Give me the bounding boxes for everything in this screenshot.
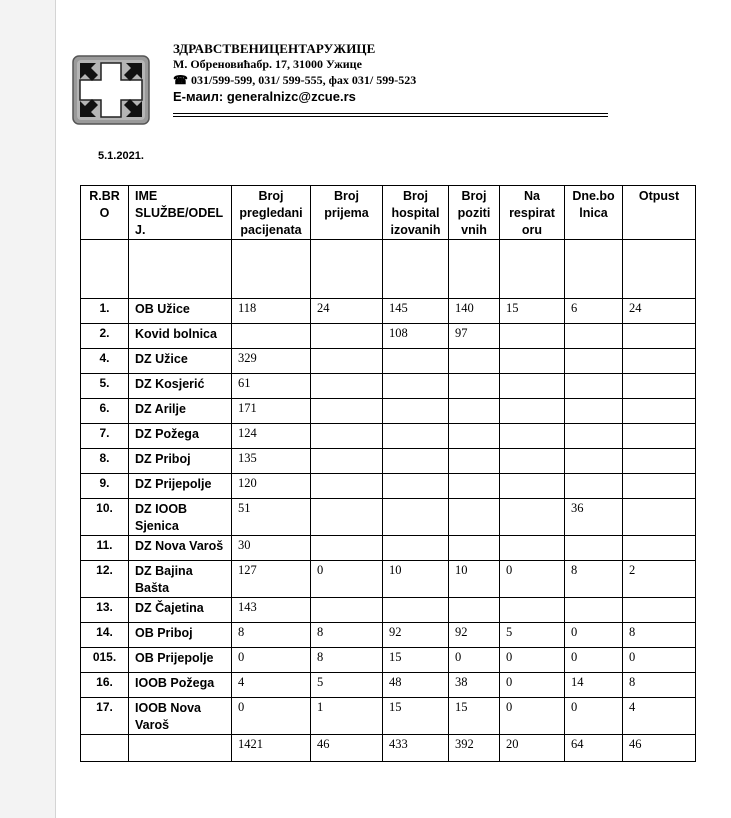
value-cell — [565, 349, 623, 374]
org-address: М. Обреновићабр. 17, 31000 Ужице — [173, 57, 362, 71]
row-number-cell: 8. — [81, 449, 129, 474]
value-cell: 0 — [500, 648, 565, 673]
value-cell: 120 — [232, 474, 311, 499]
table-row — [81, 424, 696, 449]
value-cell — [565, 474, 623, 499]
value-cell: 36 — [565, 499, 623, 536]
value-cell: 145 — [383, 299, 449, 324]
value-cell — [232, 324, 311, 349]
value-cell: 51 — [232, 499, 311, 536]
value-cell: 0 — [232, 648, 311, 673]
value-cell: 108 — [383, 324, 449, 349]
total-cell: 20 — [500, 735, 565, 762]
value-cell — [383, 424, 449, 449]
value-cell — [500, 424, 565, 449]
value-cell — [449, 449, 500, 474]
report-date: 5.1.2021. — [98, 150, 144, 162]
value-cell — [449, 374, 500, 399]
value-cell — [449, 598, 500, 623]
department-cell: OB Prijepolje — [129, 648, 232, 673]
value-cell — [565, 374, 623, 399]
value-cell — [449, 424, 500, 449]
value-cell — [383, 598, 449, 623]
table-row — [81, 449, 696, 474]
value-cell: 8 — [311, 648, 383, 673]
health-center-cross-logo — [72, 55, 150, 125]
value-cell: 5 — [311, 673, 383, 698]
value-cell — [500, 499, 565, 536]
value-cell: 30 — [232, 536, 311, 561]
table-header-row — [81, 186, 696, 240]
value-cell — [383, 374, 449, 399]
value-cell: 15 — [449, 698, 500, 735]
value-cell: 92 — [383, 623, 449, 648]
department-cell: DZ IOOB Sjenica — [129, 499, 232, 536]
col-header: Na respirat oru — [500, 186, 565, 240]
value-cell: 8 — [565, 561, 623, 598]
total-cell — [129, 735, 232, 762]
value-cell — [500, 598, 565, 623]
value-cell: 124 — [232, 424, 311, 449]
col-header: Broj hospital izovanih — [383, 186, 449, 240]
table-row — [81, 399, 696, 424]
value-cell: 4 — [232, 673, 311, 698]
value-cell — [449, 349, 500, 374]
value-cell — [565, 449, 623, 474]
value-cell — [500, 324, 565, 349]
value-cell: 5 — [500, 623, 565, 648]
value-cell: 92 — [449, 623, 500, 648]
value-cell — [500, 399, 565, 424]
row-number-cell: 1. — [81, 299, 129, 324]
value-cell — [311, 349, 383, 374]
col-header: Broj poziti vnih — [449, 186, 500, 240]
table-row — [81, 698, 696, 735]
row-number-cell: 11. — [81, 536, 129, 561]
department-cell: Kovid bolnica — [129, 324, 232, 349]
value-cell — [565, 399, 623, 424]
department-cell: DZ Čajetina — [129, 598, 232, 623]
table-row — [81, 474, 696, 499]
value-cell: 8 — [311, 623, 383, 648]
value-cell — [623, 324, 696, 349]
row-number-cell: 17. — [81, 698, 129, 735]
row-number-cell: 12. — [81, 561, 129, 598]
value-cell — [449, 536, 500, 561]
value-cell: 140 — [449, 299, 500, 324]
value-cell — [311, 598, 383, 623]
value-cell: 8 — [623, 623, 696, 648]
col-header: Broj pregledani pacijenata — [232, 186, 311, 240]
row-number-cell: 7. — [81, 424, 129, 449]
value-cell — [383, 499, 449, 536]
value-cell — [311, 449, 383, 474]
row-number-cell: 5. — [81, 374, 129, 399]
table-row — [81, 673, 696, 698]
value-cell — [500, 474, 565, 499]
value-cell — [623, 349, 696, 374]
value-cell: 329 — [232, 349, 311, 374]
row-number-cell: 10. — [81, 499, 129, 536]
table-row — [81, 374, 696, 399]
table-row — [81, 299, 696, 324]
value-cell: 2 — [623, 561, 696, 598]
value-cell: 135 — [232, 449, 311, 474]
row-number-cell: 015. — [81, 648, 129, 673]
department-cell: DZ Bajina Bašta — [129, 561, 232, 598]
table-row — [81, 536, 696, 561]
value-cell — [383, 474, 449, 499]
value-cell: 4 — [623, 698, 696, 735]
value-cell: 10 — [449, 561, 500, 598]
total-cell: 64 — [565, 735, 623, 762]
department-cell: DZ Prijepolje — [129, 474, 232, 499]
value-cell: 0 — [565, 698, 623, 735]
department-cell: DZ Priboj — [129, 449, 232, 474]
total-cell: 46 — [311, 735, 383, 762]
total-cell: 1421 — [232, 735, 311, 762]
value-cell: 0 — [449, 648, 500, 673]
value-cell: 1 — [311, 698, 383, 735]
value-cell: 97 — [449, 324, 500, 349]
value-cell: 8 — [623, 673, 696, 698]
letterhead — [173, 40, 416, 106]
value-cell — [565, 598, 623, 623]
value-cell — [623, 424, 696, 449]
blank-row — [81, 240, 696, 299]
col-header: Dne.bo lnica — [565, 186, 623, 240]
header-divider-double — [173, 116, 608, 117]
department-cell: DZ Požega — [129, 424, 232, 449]
total-cell: 46 — [623, 735, 696, 762]
value-cell: 48 — [383, 673, 449, 698]
row-number-cell: 2. — [81, 324, 129, 349]
value-cell — [565, 536, 623, 561]
value-cell — [449, 499, 500, 536]
value-cell: 0 — [623, 648, 696, 673]
department-cell: OB Priboj — [129, 623, 232, 648]
value-cell: 10 — [383, 561, 449, 598]
col-header: R.BR O — [81, 186, 129, 240]
row-number-cell: 16. — [81, 673, 129, 698]
value-cell: 15 — [383, 648, 449, 673]
value-cell — [449, 474, 500, 499]
total-cell: 392 — [449, 735, 500, 762]
value-cell: 0 — [565, 648, 623, 673]
value-cell — [623, 399, 696, 424]
table-row — [81, 561, 696, 598]
value-cell: 6 — [565, 299, 623, 324]
value-cell — [449, 399, 500, 424]
value-cell: 0 — [500, 698, 565, 735]
value-cell: 24 — [623, 299, 696, 324]
org-name: ЗДРАВСТВЕНИЦЕНТАРУЖИЦЕ — [173, 41, 376, 56]
department-cell: IOOB Nova Varoš — [129, 698, 232, 735]
table-row — [81, 324, 696, 349]
value-cell — [623, 449, 696, 474]
value-cell — [311, 536, 383, 561]
value-cell — [500, 374, 565, 399]
row-number-cell: 4. — [81, 349, 129, 374]
col-header: IME SLUŽBE/ODEL J. — [129, 186, 232, 240]
department-cell: DZ Užice — [129, 349, 232, 374]
value-cell: 15 — [383, 698, 449, 735]
totals-row — [81, 735, 696, 762]
value-cell: 38 — [449, 673, 500, 698]
value-cell — [311, 374, 383, 399]
report-table — [80, 185, 696, 762]
value-cell — [311, 499, 383, 536]
table-row — [81, 349, 696, 374]
value-cell — [500, 536, 565, 561]
value-cell: 0 — [565, 623, 623, 648]
value-cell — [500, 449, 565, 474]
value-cell: 0 — [311, 561, 383, 598]
department-cell: OB Užice — [129, 299, 232, 324]
table-row — [81, 598, 696, 623]
value-cell — [623, 474, 696, 499]
org-email: Е-маил: generalnizc@zcue.rs — [173, 89, 356, 104]
value-cell — [623, 598, 696, 623]
value-cell: 8 — [232, 623, 311, 648]
value-cell — [311, 399, 383, 424]
value-cell — [623, 499, 696, 536]
table-row — [81, 499, 696, 536]
total-cell: 433 — [383, 735, 449, 762]
value-cell: 127 — [232, 561, 311, 598]
row-number-cell: 6. — [81, 399, 129, 424]
value-cell — [311, 324, 383, 349]
value-cell — [623, 536, 696, 561]
table-row — [81, 623, 696, 648]
value-cell: 0 — [500, 561, 565, 598]
col-header: Otpust — [623, 186, 696, 240]
total-cell — [81, 735, 129, 762]
header-divider — [173, 113, 608, 114]
value-cell: 14 — [565, 673, 623, 698]
value-cell — [623, 374, 696, 399]
value-cell: 24 — [311, 299, 383, 324]
department-cell: IOOB Požega — [129, 673, 232, 698]
document-page — [55, 0, 731, 818]
value-cell — [500, 349, 565, 374]
value-cell: 61 — [232, 374, 311, 399]
value-cell — [383, 349, 449, 374]
row-number-cell: 9. — [81, 474, 129, 499]
value-cell: 0 — [500, 673, 565, 698]
col-header: Broj prijema — [311, 186, 383, 240]
row-number-cell: 13. — [81, 598, 129, 623]
value-cell: 143 — [232, 598, 311, 623]
value-cell: 171 — [232, 399, 311, 424]
value-cell — [311, 424, 383, 449]
value-cell — [383, 399, 449, 424]
row-number-cell: 14. — [81, 623, 129, 648]
value-cell — [383, 449, 449, 474]
value-cell: 118 — [232, 299, 311, 324]
table-row — [81, 648, 696, 673]
value-cell: 0 — [232, 698, 311, 735]
department-cell: DZ Arilje — [129, 399, 232, 424]
department-cell: DZ Kosjerić — [129, 374, 232, 399]
value-cell — [383, 536, 449, 561]
department-cell: DZ Nova Varoš — [129, 536, 232, 561]
value-cell: 15 — [500, 299, 565, 324]
value-cell — [311, 474, 383, 499]
value-cell — [565, 424, 623, 449]
value-cell — [565, 324, 623, 349]
org-phone: ☎ 031/599-599, 031/ 599-555, фах 031/ 599-523 — [173, 73, 417, 87]
